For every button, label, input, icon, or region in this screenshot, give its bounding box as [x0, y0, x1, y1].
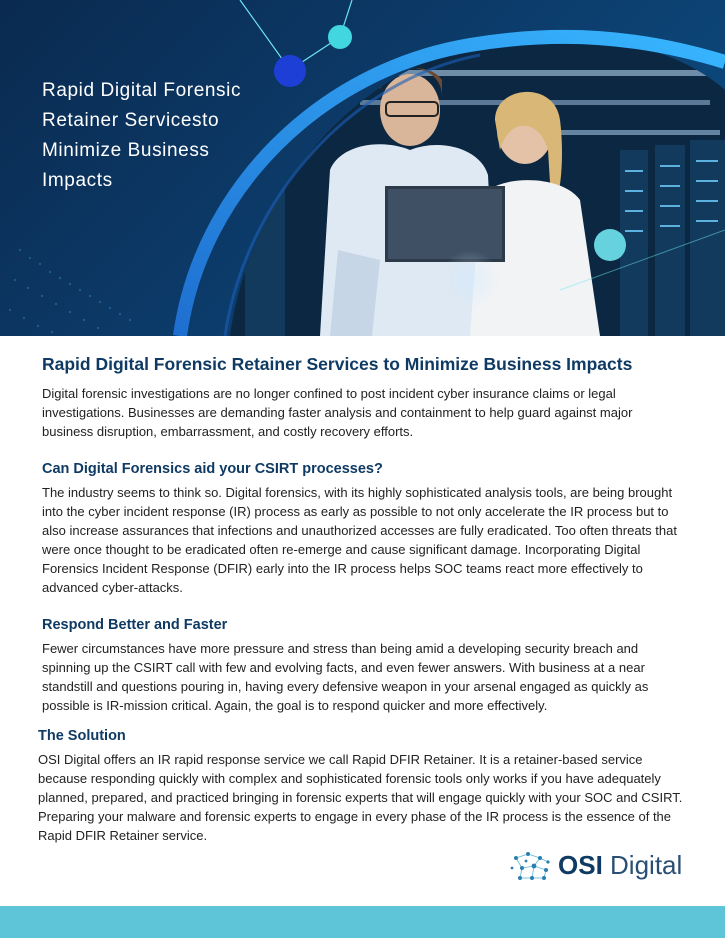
section-heading: The Solution	[38, 728, 126, 744]
section-body: OSI Digital offers an IR rapid response service we call Rapid DFIR Retainer. It is a retainer-based service because responding quickly with complex and sophisticated forensic tools only works if you have adequately planned, prepared, and practiced bringing in forensic experts that will engage quickly with your SOC and CSIRT. Preparing your malware and forensic experts to engage in every phase of the IR process is the essence of the Rapid DFIR Retainer service.	[38, 752, 683, 843]
osi-digital-logo	[510, 848, 690, 884]
section-heading: Can Digital Forensics aid your CSIRT processes?	[42, 461, 383, 477]
section-body: Fewer circumstances have more pressure and stress than being amid a developing security breach and spinning up the CSIRT call with few and evolving facts, and even fewer answers. With business at a near standstill and questions pouring in, having every defensive weapon in your arsenal engaged as quickly as possible is IR-mission critical. Again, the goal is to respond quicker and more effectively.	[42, 641, 649, 713]
footer-bar	[0, 906, 725, 938]
hero-banner	[0, 0, 725, 336]
intro-paragraph: Digital forensic investigations are no longer confined to post incident cyber insurance claims or legal investigations. Businesses are demanding faster analysis and containment to help guard against major business disruption, embarrassment, and costly recovery efforts.	[42, 386, 633, 439]
section-heading: Respond Better and Faster	[42, 617, 228, 633]
logo-wordmark	[558, 850, 682, 881]
main-content	[42, 352, 687, 715]
network-globe-icon	[510, 848, 554, 884]
page-title: Rapid Digital Forensic Retainer Services to Minimize Business Impacts	[42, 354, 633, 374]
section-body: The industry seems to think so. Digital forensics, with its highly sophisticated analysis tools, are being brought into the cyber incident response (IR) process as early as possible to not only accelerate the IR process but to also increase assurances that infections and unauthorized accesses are fully eradicated. Too often threats that were once thought to be eradicated often re-emerge and cause significant damage. Incorporating Digital Forensics Incident Response (DFIR) early into the IR process helps SOC teams react more effectively to advanced cyber-attacks.	[42, 485, 677, 595]
logo-digital: Digital	[610, 850, 683, 880]
logo-osi: OSI	[558, 850, 603, 880]
section-respond	[42, 615, 687, 715]
section-solution	[38, 726, 688, 845]
section-csirt	[42, 459, 687, 597]
hero-title: Rapid Digital Forensic Retainer Servicesto Minimize Business Impacts	[42, 80, 242, 191]
